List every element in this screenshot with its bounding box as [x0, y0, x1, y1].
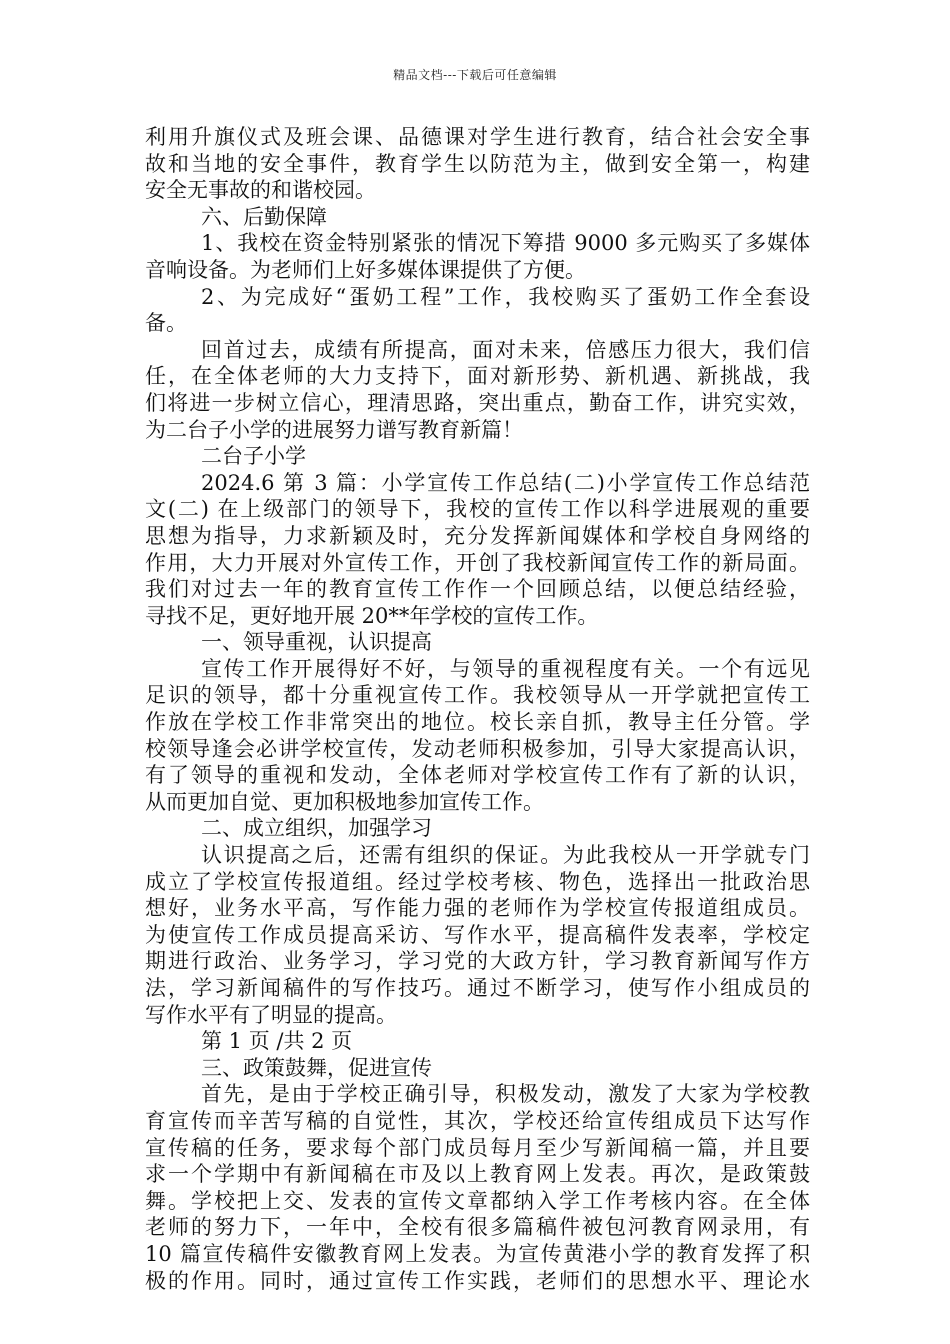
text-line: 首先，是由于学校正确引导，积极发动，激发了大家为学校教 [201, 1082, 810, 1107]
text-line: 有了领导的重视和发动，全体老师对学校宣传工作有了新的认识， [145, 763, 810, 788]
text-line: 2024.6 第 3 篇：小学宣传工作总结(二)小学宣传工作总结范 [201, 470, 810, 495]
text-line: 回首过去，成绩有所提高，面对未来，倍感压力很大，我们信 [201, 337, 810, 362]
text-line: 足识的领导，都十分重视宣传工作。我校领导从一开学就把宣传工 [145, 683, 810, 708]
text-line: 想好，业务水平高，写作能力强的老师作为学校宣传报道组成员。 [145, 896, 810, 921]
text-line: 极的作用。同时，通过宣传工作实践，老师们的思想水平、理论水 [145, 1268, 810, 1293]
text-line: 作放在学校工作非常突出的地位。校长亲自抓，教导主任分管。学 [145, 710, 810, 735]
text-line: 寻找不足，更好地开展 20**年学校的宣传工作。 [145, 603, 599, 628]
text-line: 文(二) 在上级部门的领导下，我校的宣传工作以科学进展观的重要 [145, 497, 810, 522]
text-line: 写作水平有了明显的提高。 [145, 1002, 397, 1027]
text-line: 校领导逢会必讲学校宣传，发动老师积极参加，引导大家提高认识， [145, 736, 810, 761]
text-line: 故和当地的安全事件，教育学生以防范为主，做到安全第一，构建 [145, 151, 810, 176]
text-line: 六、后勤保障 [201, 204, 327, 229]
text-line: 1、我校在资金特别紧张的情况下筹措 9000 多元购买了多媒体 [201, 231, 810, 256]
text-line: 备。 [145, 311, 187, 336]
text-line: 成立了学校宣传报道组。经过学校考核、物色，选择出一批政治思 [145, 869, 810, 894]
text-line: 三、政策鼓舞，促进宣传 [201, 1055, 432, 1080]
text-line: 法，学习新闻稿件的写作技巧。通过不断学习，使写作小组成员的 [145, 976, 810, 1000]
text-line: 任，在全体老师的大力支持下，面对新形势、新机遇、新挑战，我 [145, 364, 810, 389]
document-body [145, 124, 810, 1294]
text-line: 利用升旗仪式及班会课、品德课对学生进行教育，结合社会安全事 [145, 125, 810, 149]
text-line: 们将进一步树立信心，理清思路，突出重点，勤奋工作，讲究实效， [145, 390, 810, 415]
text-line: 为二台子小学的进展努力谱写教育新篇！ [145, 417, 523, 442]
text-line: 宣传工作开展得好不好，与领导的重视程度有关。一个有远见 [201, 656, 810, 681]
text-line: 育宣传而辛苦写稿的自觉性，其次，学校还给宣传组成员下达写作 [145, 1108, 810, 1133]
text-line: 我们对过去一年的教育宣传工作作一个回顾总结，以便总结经验， [145, 577, 810, 602]
text-line: 为使宣传工作成员提高采访、写作水平，提高稿件发表率，学校定 [145, 922, 810, 947]
text-line: 第 1 页 /共 2 页 [201, 1029, 353, 1054]
text-line: 安全无事故的和谐校园。 [145, 178, 376, 203]
text-line: 二、成立组织，加强学习 [201, 816, 432, 841]
text-line: 2、为完成好“蛋奶工程”工作，我校购买了蛋奶工作全套设 [201, 284, 810, 309]
text-line: 老师的努力下，一年中，全校有很多篇稿件被包河教育网录用，有 [145, 1215, 810, 1240]
text-line: 舞。学校把上交、发表的宣传文章都纳入学工作考核内容。在全体 [145, 1188, 810, 1213]
text-line: 作用，大力开展对外宣传工作，开创了我校新闻宣传工作的新局面。 [145, 550, 810, 575]
text-line: 认识提高之后，还需有组织的保证。为此我校从一开学就专门 [201, 843, 810, 868]
text-line: 思想为指导，力求新颖及时，充分发挥新闻媒体和学校自身网络的 [145, 523, 810, 548]
text-line: 10 篇宣传稿件安徽教育网上发表。为宣传黄港小学的教育发挥了积 [145, 1241, 810, 1266]
text-line: 音响设备。为老师们上好多媒体课提供了方便。 [145, 257, 586, 282]
page-header: 精品文档---下载后可任意编辑 [393, 68, 557, 82]
text-line: 求一个学期中有新闻稿在市及以上教育网上发表。再次，是政策鼓 [145, 1162, 810, 1187]
text-line: 二台子小学 [201, 444, 306, 469]
text-line: 期进行政治、业务学习，学习党的大政方针，学习教育新闻写作方 [145, 949, 810, 974]
text-line: 一、领导重视，认识提高 [201, 630, 432, 655]
text-line: 宣传稿的任务，要求每个部门成员每月至少写新闻稿一篇，并且要 [145, 1135, 810, 1160]
text-line: 从而更加自觉、更加积极地参加宣传工作。 [145, 789, 544, 814]
